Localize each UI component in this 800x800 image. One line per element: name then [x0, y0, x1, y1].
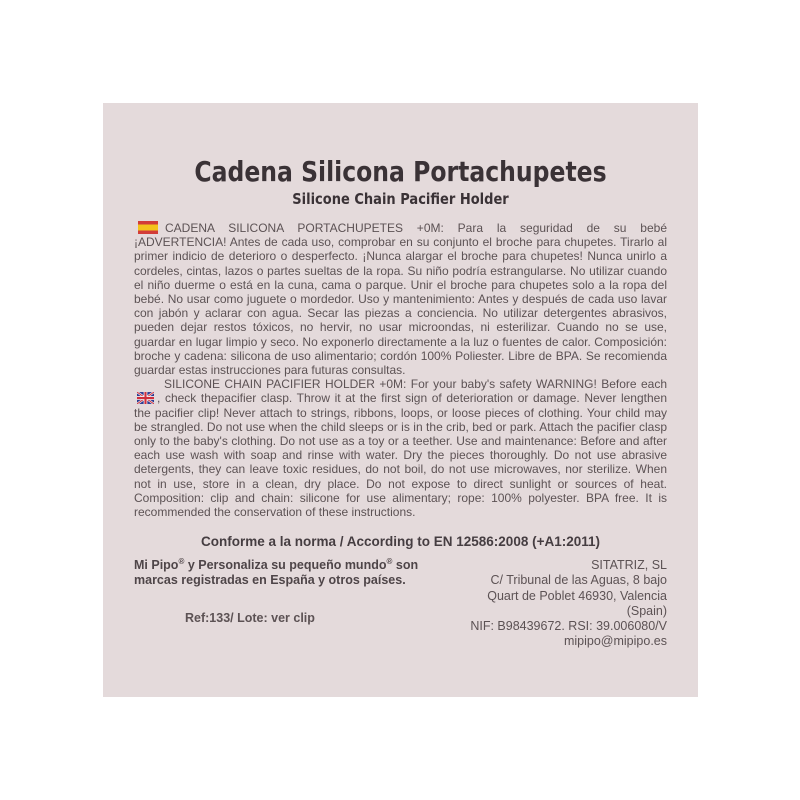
english-instructions-text-part1: SILICONE CHAIN PACIFIER HOLDER +0M: For your baby's safety WARNING! Before each	[164, 377, 667, 392]
page-subtitle: Silicone Chain Pacifier Holder	[292, 190, 509, 208]
instructions-text-block	[134, 221, 667, 519]
ref-lot-line: Ref:133/ Lote: ver clip	[185, 611, 315, 626]
trademark-notice	[134, 558, 464, 626]
spain-flag-icon	[138, 221, 158, 234]
brand-name: Mi Pipo	[134, 558, 179, 573]
uk-flag-icon	[137, 392, 154, 404]
company-name: SITATRIZ, SL	[591, 558, 667, 573]
company-street: C/ Tribunal de las Aguas, 8 bajo	[490, 573, 667, 588]
page-title: Cadena Silicona Portachupetes	[194, 155, 607, 188]
trademark-middle-text: y Personaliza su pequeño mundo	[184, 558, 387, 573]
company-address-block	[464, 558, 667, 649]
english-instructions-paragraph	[134, 377, 667, 519]
english-instructions-text-part2: , check thepacifier clasp. Throw it at the first sign of deterioration or damage. Never lengthen the pacifier clip! Never attach to strings, ribbons, loops, or loose pieces of clothing. Your child may be strangled. Do not use when the child sleeps or is in the crib, bed or park. Attach the pacifier clasp only to the baby's clothing. Do not use as a toy or a teether. Use and maintenance: Before and after each use wash with soap and rinse with water. Dry the pieces thoroughly. Do not use abrasive detergents, they can leave toxic residues, do not boil, do not use microwaves, nor sterilize. When not in use, store in a clean, dry place. Do not expose to direct sunlight or sources of heat. Composition: clip and chain: silicone for use alimentary; rope: 100% polyester. BPA free. It is recommended the conservation of these instructions.	[134, 391, 667, 520]
registered-mark-icon: ®	[386, 557, 393, 567]
trademark-line-2: marcas registradas en España y otros países.	[134, 573, 406, 588]
footer	[134, 558, 667, 649]
trademark-line-1	[134, 558, 464, 573]
company-nif-rsi: NIF: B98439672. RSI: 39.006080/V	[470, 619, 667, 634]
spanish-instructions-text: CADENA SILICONA PORTACHUPETES +0M: Para la seguridad de su bebé ¡ADVERTENCIA! Antes de cada uso, comprobar en su conjunto el broche para chupetes. Tirarlo al primer indicio de deterioro o desperfecto. ¡Nunca alargar el broche para chupetes! Nunca unirlo a cordeles, cintas, lazos o partes sueltas de la ropa. Su niño podría estrangularse. No utilizar cuando el niño duerme o está en la cuna, cama o parque. Unir el broche para chupetes solo a la ropa del bebé. No usar como juguete o mordedor. Uso y mantenimiento: Antes y después de cada uso lavar con jabón y aclarar con agua. Secar las piezas a conciencia. No utilizar detergentes abrasivos, pueden dejar restos tóxicos, no hervir, no usar microondas, ni esterilizar. Cuando no se use, guardar en lugar limpio y seco. No exponerlo directamente a la luz o fuentes de calor. Composición: broche y cadena: silicona de uso alimentario; cordón 100% Poliester. Libre de BPA. Se recomienda guardar estas instrucciones para futuras consultas.	[134, 221, 667, 378]
company-email: mipipo@mipipo.es	[563, 634, 667, 649]
product-label-card	[103, 103, 698, 697]
company-city: Quart de Poblet 46930, Valencia (Spain)	[487, 588, 667, 618]
compliance-standard-line: Conforme a la norma / According to EN 12586:2008 (+A1:2011)	[200, 534, 600, 550]
registered-mark-icon: ®	[178, 557, 185, 567]
spanish-instructions-paragraph	[134, 221, 667, 377]
trademark-line1-end: son	[392, 558, 419, 573]
